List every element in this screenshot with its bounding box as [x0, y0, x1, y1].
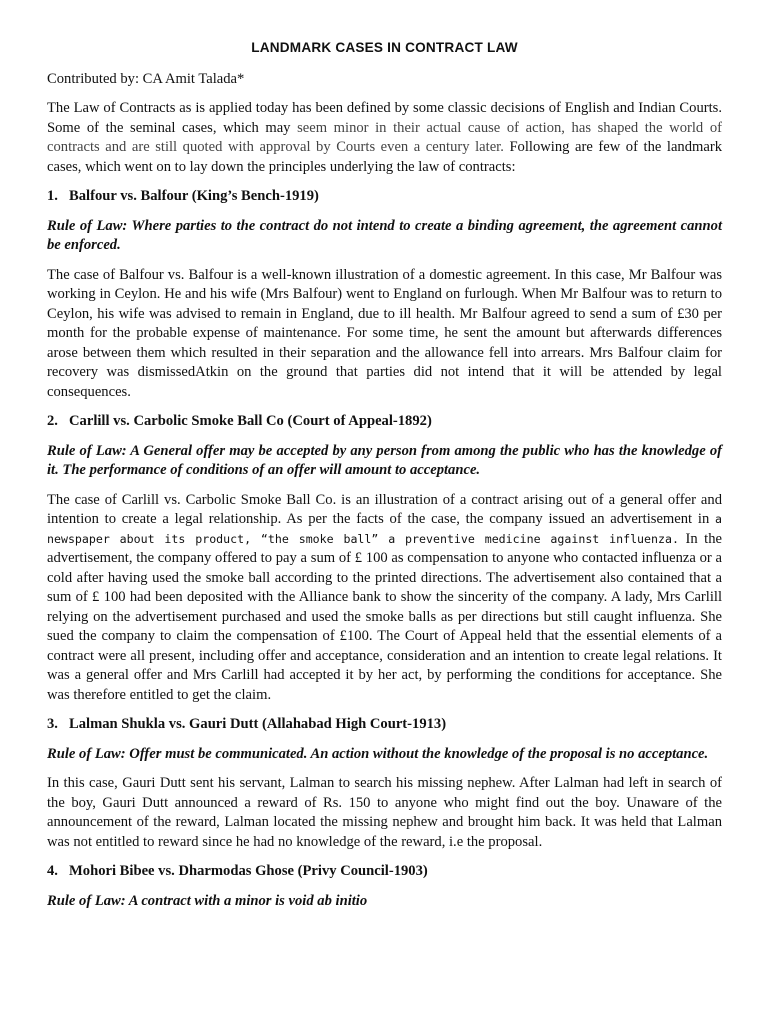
document-page [47, 38, 722, 921]
case-4-title: Mohori Bibee vs. Dharmodas Ghose (Privy Council-1903) [69, 863, 428, 879]
case-2-number: 2. [47, 413, 58, 429]
case-2-rule: Rule of Law: A General offer may be accepted by any person from among the public who has the knowledge of it. The performance of conditions of an offer will amount to acceptance. [47, 442, 722, 478]
case-3-rule: Rule of Law: Offer must be communicated. An action without the knowledge of the proposal is no acceptance. [47, 745, 709, 762]
intro-paragraph [47, 99, 722, 177]
case-3-body: In this case, Gauri Dutt sent his servant, Lalman to search his missing nephew. After Lalman had left in search of the boy, Gauri Dutt announced a reward of Rs. 150 to anyone who might find out the boy. Unaware of the announcement of the reward, Lalman located the missing nephew and brought him back. It was held that Lalman was not entitled to reward since he had no knowledge of the reward, i.e the proposal. [47, 775, 722, 850]
intro-text-1: The Law of Contracts as is applied today has been defined by some classic decisions of English and Indian Courts. Some of the seminal cases, which may [47, 100, 722, 136]
case-4-rule: Rule of Law: A contract with a minor is void ab initio [47, 892, 368, 909]
intro-text-2: seem minor in their actual cause of action, has shaped the world of contracts and are still quoted with approval by Courts even a century later. [47, 119, 722, 155]
intro-text-3: Following are few of the landmark cases, which went on to lay down the principles underlying the law of contracts: [47, 139, 723, 175]
case-1-number: 1. [47, 188, 58, 204]
case-4-heading [47, 862, 722, 882]
case-3-number: 3. [47, 716, 58, 732]
case-1-rule: Rule of Law: Where parties to the contract do not intend to create a binding agreement, the agreement cannot be enforced. [47, 217, 722, 253]
case-2-body-text-1: The case of Carlill vs. Carbolic Smoke Ball Co. is an illustration of a contract arising out of a general offer and intention to create a legal relationship. As per the facts of the case, the company issued an advertisement in [47, 491, 722, 527]
case-3-heading [47, 715, 722, 735]
case-2-heading [47, 412, 722, 432]
case-1-title: Balfour vs. Balfour (King’s Bench-1919) [69, 188, 319, 204]
page-title: LANDMARK CASES IN CONTRACT LAW [251, 40, 518, 55]
case-3-title: Lalman Shukla vs. Gauri Dutt (Allahabad High Court-1913) [69, 716, 447, 732]
case-1-heading [47, 187, 722, 207]
case-2-title: Carlill vs. Carbolic Smoke Ball Co (Court of Appeal-1892) [69, 413, 432, 429]
case-4-number: 4. [47, 863, 58, 879]
contributor-line: Contributed by: CA Amit Talada* [47, 70, 245, 87]
case-1-body: The case of Balfour vs. Balfour is a well-known illustration of a domestic agreement. In this case, Mr Balfour was working in Ceylon. He and his wife (Mrs Balfour) went to England on furlough. When Mr Balfour was to return to Ceylon, his wife was advised to remain in England, due to ill health. Mr Balfour agreed to send a sum of £30 per month for the probable expense of maintenance. For some time, he sent the amount but afterwards differences arose between them which resulted in their separation and the allowance fell into arrears. Mrs Balfour claim for recovery was dismissedAtkin on the ground that parties did not intend that it will be attended by legal consequences. [47, 266, 722, 400]
case-2-body-text-2: In the advertisement, the company offered to pay a sum of £ 100 as compensation to anyone who contacted influenza or a cold after having used the smoke ball according to the printed directions. The advertisement also contained that a sum of £ 100 had been deposited with the Alliance bank to show the sincerity of the company. A lady, Mrs Carlill relying on the advertisement purchased and used the smoke balls as per directions but still caught influenza. She sued the company to claim the compensation of £100. The Court of Appeal held that the essential elements of a contract were all present, including offer and acceptance, consideration and an intention to create legal relations. It was a general offer and Mrs Carlill had accepted it by her act, by performing the conditions for acceptance. She was therefore entitled to get the claim. [47, 530, 722, 703]
case-2-body-mono: a newspaper about its product, “the smoke ball” a preventive medicine against influenza. [47, 512, 722, 546]
case-2-body [47, 491, 722, 706]
